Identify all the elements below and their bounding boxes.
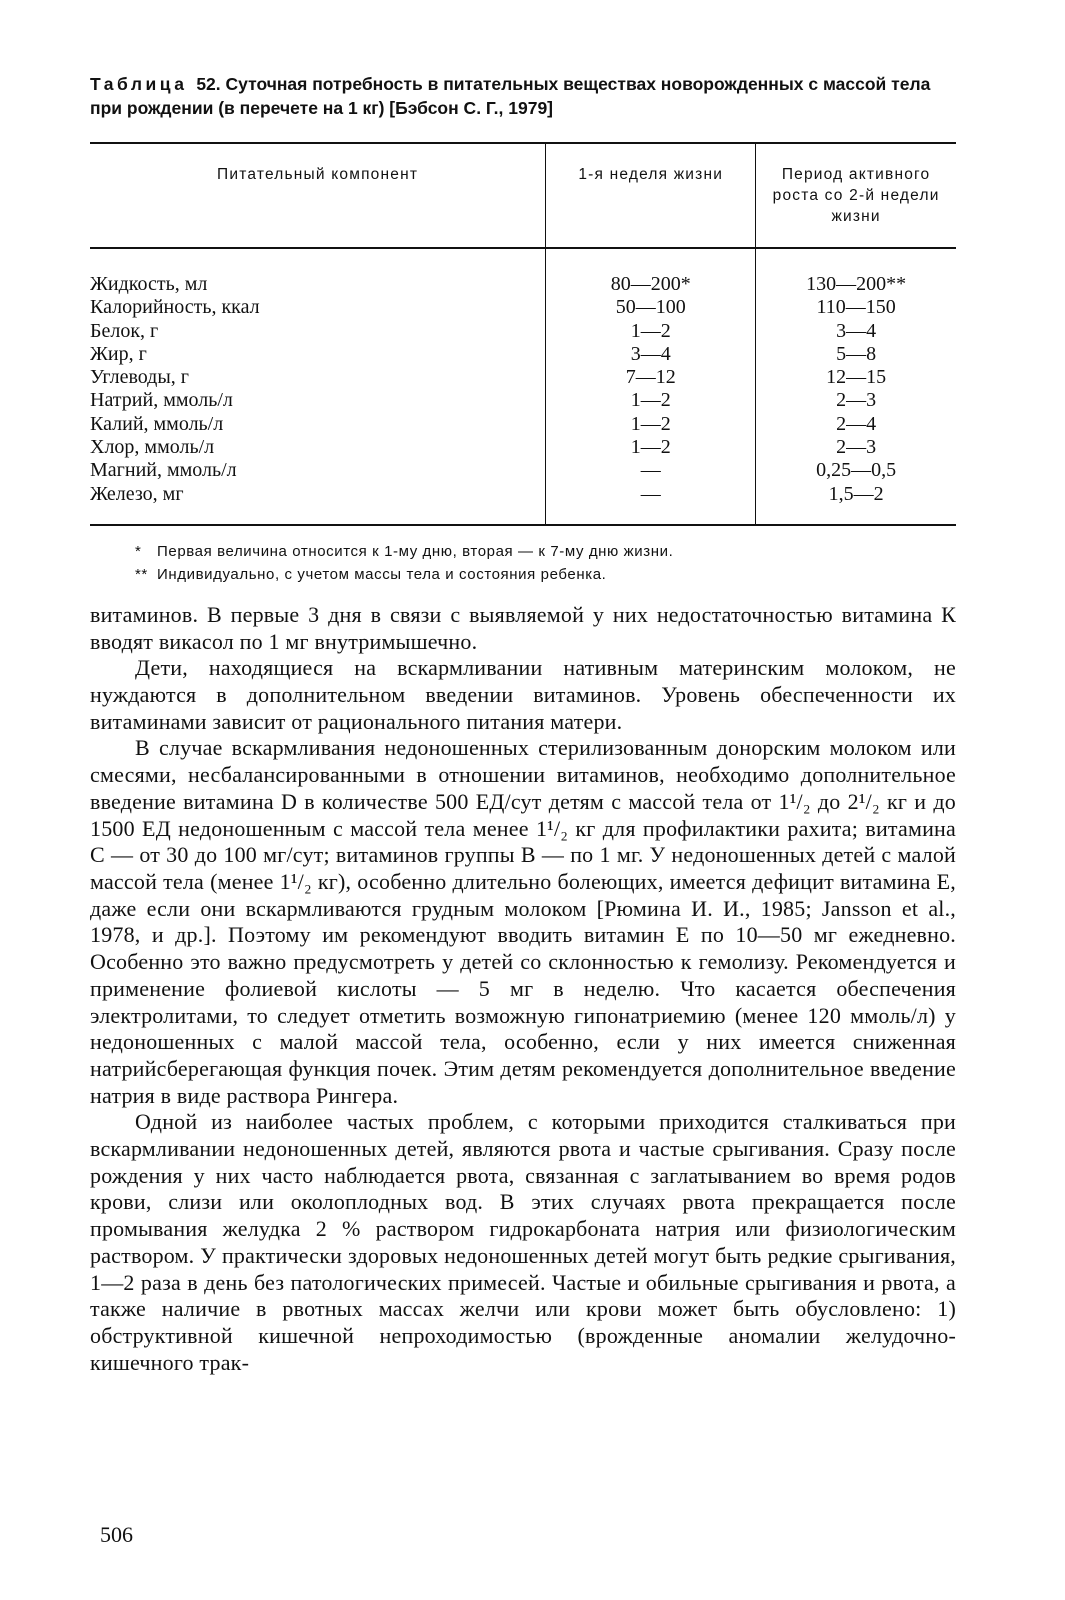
footnote	[135, 563, 956, 586]
table-row	[90, 343, 956, 366]
header-component: Питательный компонент	[90, 143, 546, 248]
table-row	[90, 413, 956, 436]
cell-active-growth: 12—15	[826, 366, 887, 389]
cell-component: Железо, мг	[90, 483, 546, 525]
cell-active-growth: 110—150	[816, 296, 896, 319]
cell-first-week: 7—12	[546, 366, 756, 389]
cell-component: Углеводы, г	[90, 366, 189, 389]
cell-first-week: —	[546, 459, 756, 482]
table-body	[90, 248, 956, 525]
footnote-text: Первая величина относится к 1-му дню, вторая — к 7-му дню жизни.	[157, 542, 674, 560]
cell-first-week: 1—2	[546, 413, 756, 436]
paragraph: Дети, находящиеся на вскармливании нативным материнским молоком, не нуждаются в дополнительном введении витаминов. Уровень обеспеченности их витаминами зависит от рационального питания матери.	[90, 655, 956, 734]
book-page	[90, 72, 956, 1376]
cell-component: Жир, г	[90, 342, 147, 365]
cell-active-growth: 0,25—0,5	[816, 459, 897, 482]
cell-active-growth: 2—4	[836, 412, 877, 435]
cell-first-week: 50—100	[546, 296, 756, 319]
table-caption	[90, 72, 956, 120]
cell-component: Жидкость, мл	[90, 273, 208, 295]
cell-first-week: 1—2	[546, 389, 756, 412]
table-caption-text: 52. Суточная потребность в питательных веществах новорожденных с массой тела при рождении (в перечете на 1 кг) [Бэбсон С. Г., 1979]	[90, 74, 931, 118]
cell-active-growth: 5—8	[836, 342, 877, 365]
nutrient-requirements-table	[90, 142, 956, 526]
paragraph: витаминов. В первые 3 дня в связи с выявляемой у них недостаточностью витамина К вводят викасол по 1 мг внутримышечно.	[90, 601, 956, 654]
cell-first-week: 1—2	[546, 436, 756, 459]
table-row	[90, 436, 956, 459]
header-active-growth: Период активного роста со 2-й недели жизни	[756, 143, 956, 248]
footnote-text: Индивидуально, с учетом массы тела и состояния ребенка.	[157, 565, 607, 583]
cell-active-growth: 1,5—2	[756, 483, 956, 525]
cell-first-week: 80—200*	[546, 248, 756, 296]
table-row	[90, 248, 956, 296]
footnote	[135, 540, 956, 563]
header-first-week: 1-я неделя жизни	[546, 143, 756, 248]
table-row	[90, 483, 956, 525]
footnote-mark: *	[135, 542, 142, 560]
table-caption-label: Таблица	[90, 74, 188, 94]
table-row	[90, 320, 956, 343]
cell-first-week: 1—2	[546, 320, 756, 343]
cell-active-growth: 3—4	[836, 319, 877, 342]
body-text	[90, 602, 956, 1376]
table-row	[90, 459, 956, 482]
page-number: 506	[100, 1522, 133, 1547]
paragraph: В случае вскармливания недоношенных стерилизованным донорским молоком или смесями, несбалансированными в отношении витаминов, необходимо дополнительное введение витамина D в количестве 500 ЕД/сут детям с массой тела от 1¹/₂ до 2¹/₂ кг и до 1500 ЕД недоношенным с массой тела менее 1¹/₂ кг для профилактики рахита; витамина С — от 30 до 100 мг/сут; витаминов группы В — по 1 мг. У недоношенных детей с малой массой тела (менее 1¹/₂ кг), особенно длительно болеющих, имеется дефицит витамина Е, даже если они вскармливаются грудным молоком [Рюмина И. И., 1985; Jansson et al., 1978, и др.]. Поэтому им рекомендуют вводить витамин Е по 10—50 мг ежедневно. Особенно это важно предусмотреть у детей со склонностью к гемолизу. Рекомендуется и применение фолиевой кислоты — 5 мг в неделю. Что касается обеспечения электролитами, то следует отметить возможную гипонатриемию (менее 120 ммоль/л) у недоношенных с малой массой тела, особенно, если у них имеется сниженная натрийсберегающая функция почек. Этим детям рекомендуется дополнительное введение натрия в виде раствора Рингера.	[90, 735, 956, 1108]
cell-first-week: —	[546, 483, 756, 525]
cell-component: Калорийность, ккал	[90, 296, 260, 319]
table-row	[90, 296, 956, 319]
table-row	[90, 366, 956, 389]
table-header-row	[90, 143, 956, 248]
cell-component: Белок, г	[90, 319, 159, 342]
cell-active-growth: 2—3	[836, 436, 877, 459]
cell-component: Натрий, ммоль/л	[90, 389, 233, 412]
paragraph: Одной из наиболее частых проблем, с которыми приходится сталкиваться при вскармливании недоношенных детей, являются рвота и частые срыгивания. Сразу после рождения у них часто наблюдается рвота, связанная с заглатыванием во время родов крови, слизи или околоплодных вод. В этих случаях рвота прекращается после промывания желудка 2 % раствором гидрокарбоната натрия или физиологическим раствором. У практически здоровых недоношенных детей могут быть редкие срыгивания, 1—2 раза в день без патологических примесей. Частые и обильные срыгивания и рвота, а также наличие в рвотных массах желчи или крови может быть обусловлено: 1) обструктивной кишечной непроходимостью (врожденные аномалии желудочно-кишечного трак-	[90, 1109, 956, 1375]
cell-active-growth: 2—3	[836, 389, 877, 412]
cell-active-growth: 130—200**	[806, 273, 907, 295]
cell-first-week: 3—4	[546, 343, 756, 366]
cell-component: Магний, ммоль/л	[90, 459, 237, 482]
cell-component: Калий, ммоль/л	[90, 412, 224, 435]
table-footnotes	[135, 540, 956, 586]
table-row	[90, 389, 956, 412]
footnote-mark: **	[135, 565, 148, 583]
cell-component: Хлор, ммоль/л	[90, 436, 215, 459]
